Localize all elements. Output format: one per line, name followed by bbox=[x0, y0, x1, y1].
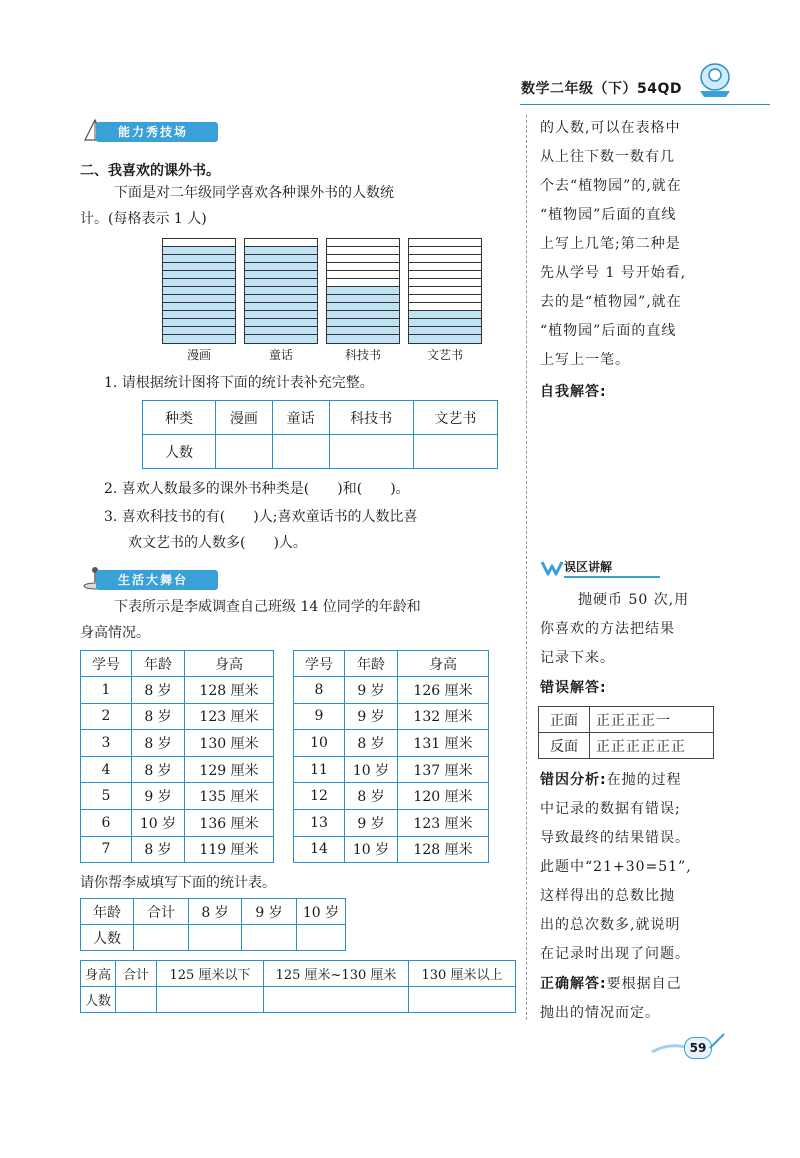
bar-cell-filled bbox=[163, 287, 235, 295]
table-header-cell: 身高 bbox=[81, 961, 116, 987]
bar-cell-filled bbox=[327, 303, 399, 311]
page-header-title: 数学二年级（下）54QD bbox=[521, 81, 683, 97]
bar-cell-filled bbox=[409, 311, 481, 319]
table-cell: 10 bbox=[294, 730, 345, 757]
table-cell: 123 厘米 bbox=[185, 703, 274, 730]
bar-cell-filled bbox=[245, 263, 317, 271]
table-header-cell: 年龄 bbox=[345, 651, 398, 677]
bar bbox=[326, 238, 400, 344]
correct-answer-line-2: 抛出的情况而定。 bbox=[540, 1005, 660, 1021]
table-cell: 131 厘米 bbox=[398, 730, 489, 757]
bar-cell-empty bbox=[163, 239, 235, 247]
table-cell: 128 厘米 bbox=[185, 677, 274, 704]
bar bbox=[244, 238, 318, 344]
book-stats-table bbox=[142, 400, 498, 469]
answer-cell[interactable] bbox=[242, 925, 297, 951]
table-cell: 14 bbox=[294, 836, 345, 863]
bar-cell-empty bbox=[409, 255, 481, 263]
answer-cell[interactable] bbox=[297, 925, 346, 951]
table-cell: 8 岁 bbox=[132, 730, 185, 757]
answer-cell[interactable] bbox=[116, 987, 157, 1013]
table-row bbox=[81, 730, 274, 757]
age-stats-table bbox=[80, 898, 346, 951]
bar-cell-filled bbox=[163, 247, 235, 255]
tally-label: 反面 bbox=[539, 733, 590, 759]
section-title: 二、我喜欢的课外书。 bbox=[80, 163, 220, 179]
table-row bbox=[294, 730, 489, 757]
explanation-line: 个去“植物园”的,就在 bbox=[540, 178, 682, 194]
table-cell: 9 岁 bbox=[345, 703, 398, 730]
table-header-cell: 种类 bbox=[143, 401, 216, 435]
explanation-line: 先从学号 1 号开始看, bbox=[540, 265, 687, 281]
height-stats-table bbox=[80, 960, 516, 1013]
bar-cell-filled bbox=[163, 271, 235, 279]
bar-cell-filled bbox=[245, 327, 317, 335]
explanation-line: 上写上几笔;第二种是 bbox=[540, 236, 681, 252]
bar-cell-filled bbox=[163, 279, 235, 287]
table-row bbox=[294, 756, 489, 783]
table-header-cell: 合计 bbox=[134, 899, 189, 925]
answer-cell[interactable] bbox=[264, 987, 409, 1013]
life-intro-line-1: 下表所示是李威调查自己班级 14 位同学的年龄和 bbox=[114, 599, 421, 615]
misconception-banner-label: 误区讲解 bbox=[564, 558, 660, 578]
page-number: 59 bbox=[684, 1037, 712, 1059]
wave-icon bbox=[540, 558, 564, 576]
intro-line-1: 下面是对二年级同学喜欢各种课外书的人数统 bbox=[114, 185, 394, 201]
bar-cell-empty bbox=[245, 239, 317, 247]
bar-category-label: 漫画 bbox=[186, 348, 211, 362]
bar-cell-filled bbox=[245, 319, 317, 327]
bar-cell-empty bbox=[327, 247, 399, 255]
table-cell: 135 厘米 bbox=[185, 783, 274, 810]
question-3-line-2: 欢文艺书的人数多( )人。 bbox=[128, 535, 307, 551]
table-cell: 7 bbox=[81, 836, 132, 863]
table-row bbox=[294, 836, 489, 863]
bar-cell-filled bbox=[163, 319, 235, 327]
error-analysis-line-1 bbox=[540, 766, 682, 795]
explanation-line: 的人数,可以在表格中 bbox=[540, 120, 681, 136]
table-header-cell: 文艺书 bbox=[413, 401, 497, 435]
table-row-label: 人数 bbox=[143, 435, 216, 469]
table-header-cell: 年龄 bbox=[132, 651, 185, 677]
pen-icon bbox=[708, 1030, 728, 1050]
students-table-left bbox=[80, 650, 274, 863]
explanation-line: 上写上一笔。 bbox=[540, 352, 630, 368]
table-row-label: 人数 bbox=[81, 925, 134, 951]
correct-answer-label: 正确解答: bbox=[540, 976, 607, 992]
table-cell: 10 岁 bbox=[345, 756, 398, 783]
table-cell: 5 bbox=[81, 783, 132, 810]
table-row bbox=[294, 677, 489, 704]
table-cell: 10 岁 bbox=[345, 836, 398, 863]
life-intro-line-2: 身高情况。 bbox=[80, 625, 150, 641]
table-header-cell: 10 岁 bbox=[297, 899, 346, 925]
bar-cell-filled bbox=[327, 295, 399, 303]
table-cell: 8 岁 bbox=[132, 756, 185, 783]
table-cell: 9 岁 bbox=[345, 677, 398, 704]
table-header-cell: 合计 bbox=[116, 961, 157, 987]
bar-cell-filled bbox=[409, 335, 481, 343]
ability-banner-label: 能力秀技场 bbox=[96, 122, 218, 142]
table-header-cell: 学号 bbox=[294, 651, 345, 677]
bar-cell-filled bbox=[245, 295, 317, 303]
bar-cell-empty bbox=[409, 271, 481, 279]
table-cell: 4 bbox=[81, 756, 132, 783]
problem-line-1: 抛硬币 50 次,用 bbox=[578, 592, 690, 608]
error-analysis-line: 中记录的数据有错误; bbox=[540, 801, 681, 817]
bar-cell-filled bbox=[245, 287, 317, 295]
answer-cell[interactable] bbox=[409, 987, 516, 1013]
bar-cell-empty bbox=[327, 239, 399, 247]
table-row bbox=[81, 809, 274, 836]
bar-cell-empty bbox=[409, 263, 481, 271]
bar-cell-filled bbox=[327, 287, 399, 295]
bar-cell-filled bbox=[409, 327, 481, 335]
table-cell: 128 厘米 bbox=[398, 836, 489, 863]
table-header-cell: 9 岁 bbox=[242, 899, 297, 925]
bar-cell-filled bbox=[245, 247, 317, 255]
table-header-cell: 童话 bbox=[272, 401, 329, 435]
table-cell: 11 bbox=[294, 756, 345, 783]
problem-line-2: 你喜欢的方法把结果 bbox=[540, 621, 675, 637]
table-cell: 2 bbox=[81, 703, 132, 730]
bar-cell-filled bbox=[245, 255, 317, 263]
error-analysis-body bbox=[540, 795, 692, 969]
table-row bbox=[294, 809, 489, 836]
bar-cell-empty bbox=[327, 279, 399, 287]
tally-marks: 正正正正正正 bbox=[590, 733, 714, 759]
table-cell: 13 bbox=[294, 809, 345, 836]
error-analysis-line: 此题中“21+30=51”, bbox=[540, 859, 692, 875]
table-header-cell: 130 厘米以上 bbox=[409, 961, 516, 987]
table-row bbox=[81, 677, 274, 704]
life-banner-label: 生活大舞台 bbox=[96, 570, 218, 590]
table-header-cell: 年龄 bbox=[81, 899, 134, 925]
correct-answer-text: 要根据自己 bbox=[606, 976, 682, 992]
table-cell: 8 岁 bbox=[345, 730, 398, 757]
table-row bbox=[81, 783, 274, 810]
table-header-cell: 身高 bbox=[185, 651, 274, 677]
table-header-row bbox=[294, 651, 489, 677]
bar-cell-empty bbox=[409, 295, 481, 303]
table-cell: 123 厘米 bbox=[398, 809, 489, 836]
bar-cell-filled bbox=[163, 311, 235, 319]
students-table-right bbox=[293, 650, 489, 863]
table-cell: 10 岁 bbox=[132, 809, 185, 836]
table-header-cell: 科技书 bbox=[329, 401, 413, 435]
bar-cell-empty bbox=[409, 303, 481, 311]
explanation-line: “植物园”后面的直线 bbox=[540, 323, 677, 339]
bar bbox=[162, 238, 236, 344]
table-header-cell: 125 厘米以下 bbox=[157, 961, 264, 987]
bar-cell-filled bbox=[327, 335, 399, 343]
table-row bbox=[294, 703, 489, 730]
table-cell: 132 厘米 bbox=[398, 703, 489, 730]
explanation-line: 从上往下数一数有几 bbox=[540, 149, 675, 165]
table-cell: 9 岁 bbox=[132, 783, 185, 810]
question-1: 1. 请根据统计图将下面的统计表补充完整。 bbox=[104, 375, 374, 391]
answer-cell[interactable] bbox=[272, 435, 329, 469]
tally-marks: 正正正正一 bbox=[590, 707, 714, 733]
bar-cell-filled bbox=[245, 271, 317, 279]
table-row bbox=[294, 783, 489, 810]
table-row bbox=[81, 836, 274, 863]
question-2: 2. 喜欢人数最多的课外书种类是( )和( )。 bbox=[104, 481, 410, 497]
table-row bbox=[81, 703, 274, 730]
table-cell: 8 岁 bbox=[345, 783, 398, 810]
bar-cell-filled bbox=[163, 335, 235, 343]
table-cell: 129 厘米 bbox=[185, 756, 274, 783]
table-row-label: 人数 bbox=[81, 987, 116, 1013]
table-cell: 126 厘米 bbox=[398, 677, 489, 704]
bar-category-label: 文艺书 bbox=[426, 348, 463, 362]
fill-prompt: 请你帮李威填写下面的统计表。 bbox=[80, 875, 276, 891]
bar-cell-filled bbox=[245, 335, 317, 343]
answer-cell[interactable] bbox=[329, 435, 413, 469]
self-answer-label: 自我解答: bbox=[540, 384, 607, 400]
bar-category-label: 童话 bbox=[268, 348, 293, 362]
table-header-row bbox=[81, 651, 274, 677]
wrong-answer-label: 错误解答: bbox=[540, 680, 607, 696]
bar-cell-filled bbox=[245, 311, 317, 319]
table-cell: 8 bbox=[294, 677, 345, 704]
error-analysis-line: 出的总次数多,就说明 bbox=[540, 917, 681, 933]
bar-cell-filled bbox=[409, 319, 481, 327]
table-cell: 9 岁 bbox=[345, 809, 398, 836]
answer-cell[interactable] bbox=[134, 925, 189, 951]
bar-cell-filled bbox=[245, 279, 317, 287]
bar-category-label: 科技书 bbox=[344, 348, 381, 362]
bar bbox=[408, 238, 482, 344]
table-cell: 120 厘米 bbox=[398, 783, 489, 810]
table-cell: 136 厘米 bbox=[185, 809, 274, 836]
error-analysis-line: 这样得出的总数比抛 bbox=[540, 888, 675, 904]
answer-cell[interactable] bbox=[157, 987, 264, 1013]
bar-cell-empty bbox=[409, 279, 481, 287]
table-cell: 12 bbox=[294, 783, 345, 810]
tally-label: 正面 bbox=[539, 707, 590, 733]
table-cell: 137 厘米 bbox=[398, 756, 489, 783]
explanation-line: “植物园”后面的直线 bbox=[540, 207, 677, 223]
problem-line-3: 记录下来。 bbox=[540, 650, 615, 666]
bar-cell-filled bbox=[163, 303, 235, 311]
correct-answer-line-1 bbox=[540, 970, 682, 999]
bar-cell-empty bbox=[409, 287, 481, 295]
bar-cell-empty bbox=[327, 255, 399, 263]
error-analysis-line: 在记录时出现了问题。 bbox=[540, 946, 690, 962]
table-cell: 130 厘米 bbox=[185, 730, 274, 757]
table-cell: 119 厘米 bbox=[185, 836, 274, 863]
bar-cell-filled bbox=[163, 327, 235, 335]
bar-cell-filled bbox=[327, 311, 399, 319]
table-header-cell: 身高 bbox=[398, 651, 489, 677]
table-cell: 8 岁 bbox=[132, 703, 185, 730]
explanation-line: 去的是“植物园”,就在 bbox=[540, 294, 682, 310]
table-header-cell: 125 厘米~130 厘米 bbox=[264, 961, 409, 987]
bar-cell-empty bbox=[327, 271, 399, 279]
table-cell: 1 bbox=[81, 677, 132, 704]
bar-cell-empty bbox=[409, 239, 481, 247]
bar-cell-empty bbox=[409, 247, 481, 255]
table-cell: 3 bbox=[81, 730, 132, 757]
bar-cell-filled bbox=[163, 263, 235, 271]
bar-cell-filled bbox=[245, 303, 317, 311]
table-cell: 8 岁 bbox=[132, 677, 185, 704]
tally-table bbox=[538, 706, 714, 759]
table-cell: 8 岁 bbox=[132, 836, 185, 863]
error-analysis-line: 导致最终的结果错误。 bbox=[540, 830, 690, 846]
error-analysis-label: 错因分析: bbox=[540, 772, 607, 788]
bar-cell-filled bbox=[163, 295, 235, 303]
answer-cell[interactable] bbox=[413, 435, 497, 469]
table-header-cell: 8 岁 bbox=[189, 899, 242, 925]
table-header-cell: 漫画 bbox=[216, 401, 273, 435]
bar-cell-filled bbox=[327, 319, 399, 327]
bar-cell-empty bbox=[327, 263, 399, 271]
question-3-line-1: 3. 喜欢科技书的有( )人;喜欢童话书的人数比喜 bbox=[104, 509, 418, 525]
table-row bbox=[81, 756, 274, 783]
bar-cell-filled bbox=[163, 255, 235, 263]
answer-cell[interactable] bbox=[216, 435, 273, 469]
error-analysis-text: 在抛的过程 bbox=[606, 772, 682, 788]
table-header-cell: 学号 bbox=[81, 651, 132, 677]
intro-line-2: 计。(每格表示 1 人) bbox=[80, 211, 207, 227]
table-cell: 6 bbox=[81, 809, 132, 836]
right-column-explanation bbox=[540, 114, 686, 375]
answer-cell[interactable] bbox=[189, 925, 242, 951]
bar-cell-filled bbox=[327, 327, 399, 335]
table-cell: 9 bbox=[294, 703, 345, 730]
